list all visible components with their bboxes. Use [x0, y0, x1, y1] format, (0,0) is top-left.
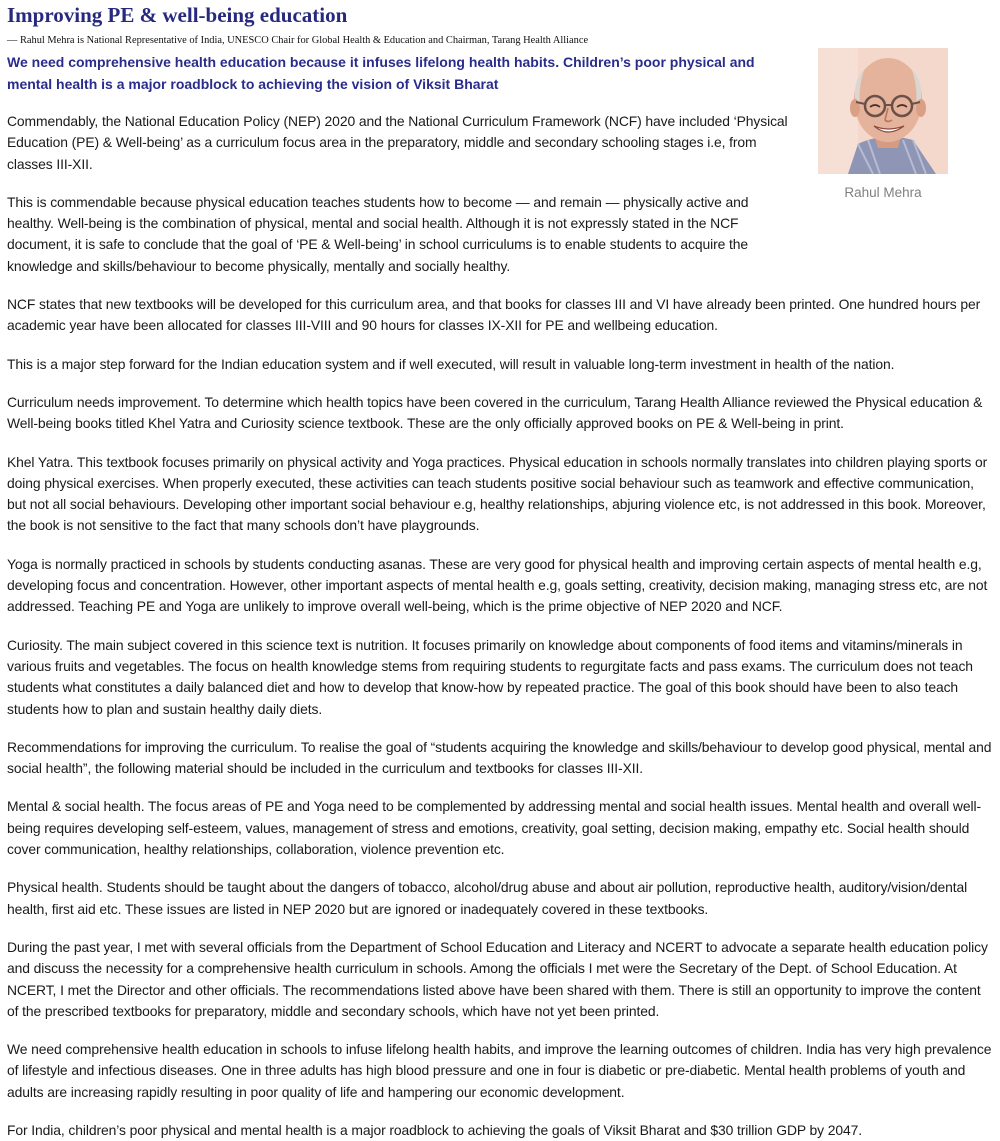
article-paragraph: Curriculum needs improvement. To determine which health topics have been covered in the curriculum, Tarang Health Alliance reviewed the Physical education & Well-being books titled Khel Yatra and Curiosity science textbook. These are the only officially approved books on PE & Well-being in print.	[7, 393, 983, 432]
author-byline: — Rahul Mehra is National Representative of India, UNESCO Chair for Global Health & Education and Chairman, Tarang Health Alliance	[7, 35, 589, 46]
author-figure	[818, 48, 948, 200]
article-paragraph: This is commendable because physical education teaches students how to become — and remain — physically active and healthy. Well-being is the combination of physical, mental and social health. Although it is not expressly stated in the NCF document, it is safe to conclude that the goal of ‘PE & Well-being’ in school curriculums is to enable students to acquire the knowledge and skills/behaviour to become physically, mentally and socially healthy.	[7, 193, 749, 274]
article-paragraph: This is a major step forward for the Indian education system and if well executed, will result in valuable long-term investment in health of the nation.	[7, 355, 895, 372]
author-photo	[818, 48, 948, 174]
portrait-illustration	[818, 48, 948, 174]
article-paragraph: NCF states that new textbooks will be developed for this curriculum area, and that books for classes III and VI have already been printed. One hundred hours per academic year have been allocated for classes III-VIII and 90 hours for classes IX-XII for PE and wellbeing education.	[7, 296, 981, 334]
article-title: Improving PE & well-being education	[7, 3, 348, 27]
article-paragraph: Khel Yatra. This textbook focuses primarily on physical activity and Yoga practices. Physical education in schools normally translates into children playing sports or doing physical exercises. When properly executed, these activities can teach students positive social behaviour such as teamwork and effective communication, but not all social behaviours. Developing other important social behaviour e.g, healthy relationships, abjuring violence etc, is not addressed in this book. Moreover, the book is not sensitive to the fact that many schools don’t have playgrounds.	[7, 453, 988, 534]
article-paragraph: Mental & social health. The focus areas of PE and Yoga need to be complemented by addressing mental and social health issues. Mental health and overall well-being requires developing self-esteem, values, management of stress and emotions, creativity, goal setting, decision making, empathy etc. Social health should cover communication, healthy relationships, collaboration, violence prevention etc.	[7, 798, 981, 858]
article-paragraph: During the past year, I met with several officials from the Department of School Education and Literacy and NCERT to advocate a separate health education policy and discuss the necessity for a comprehensive health curriculum in schools. Among the officials I met were the Secretary of the Dept. of School Education. At NCERT, I met the Director and other officials. The recommendations listed above have been shared with them. There is still an opportunity to improve the content of the prescribed textbooks for preparatory, middle and secondary schools, which have not yet been printed.	[7, 938, 988, 1019]
article-paragraph: For India, children’s poor physical and mental health is a major roadblock to achieving the goals of Viksit Bharat and $30 trillion GDP by 2047.	[7, 1121, 863, 1138]
photo-caption: Rahul Mehra	[844, 185, 922, 200]
article-paragraph: Curiosity. The main subject covered in this science text is nutrition. It focuses primarily on knowledge about components of food items and vitamins/minerals in various fruits and vegetables. The focus on health knowledge stems from requiring students to regurgitate facts and pass exams. The curriculum does not teach students what constitutes a daily balanced diet and how to develop that know-how by repeated practice. The goal of this book should have been to also teach students how to plan and sustain healthy daily diets.	[7, 636, 973, 717]
article-paragraph: Recommendations for improving the curriculum. To realise the goal of “students acquiring the knowledge and skills/behaviour to develop good physical, mental and social health”, the following material should be included in the curriculum and textbooks for classes III-XII.	[7, 738, 992, 777]
article-paragraph: Commendably, the National Education Policy (NEP) 2020 and the National Curriculum Framework (NCF) have included ‘Physical Education (PE) & Well-being’ as a curriculum focus area in the preparatory, middle and secondary schooling stages i.e, from classes III-XII.	[7, 113, 788, 172]
article-paragraph: Physical health. Students should be taught about the dangers of tobacco, alcohol/drug abuse and about air pollution, reproductive health, auditory/vision/dental health, first aid etc. These issues are listed in NEP 2020 but are ignored or inadequately covered in these textbooks.	[7, 879, 968, 917]
article-paragraph: Yoga is normally practiced in schools by students conducting asanas. These are very good for physical health and improving certain aspects of mental health e.g, developing focus and concentration. However, other important aspects of mental health e.g, goals setting, creativity, decision making, managing stress etc, are not addressed. Teaching PE and Yoga are unlikely to improve overall well-being, which is the prime objective of NEP 2020 and NCF.	[7, 555, 988, 615]
article-paragraph: We need comprehensive health education in schools to infuse lifelong health habits, and improve the learning outcomes of children. India has very high prevalence of lifestyle and infectious diseases. One in three adults has high blood pressure and one in four is diabetic or pre-diabetic. Mental health problems of youth and adults are increasing rapidly resulting in poor quality of life and hampering our economic development.	[7, 1041, 992, 1100]
article-standfirst: We need comprehensive health education because it infuses lifelong health habits. Children’s poor physical and mental health is a major roadblock to achieving the vision of Viksit Bharat	[7, 54, 755, 92]
